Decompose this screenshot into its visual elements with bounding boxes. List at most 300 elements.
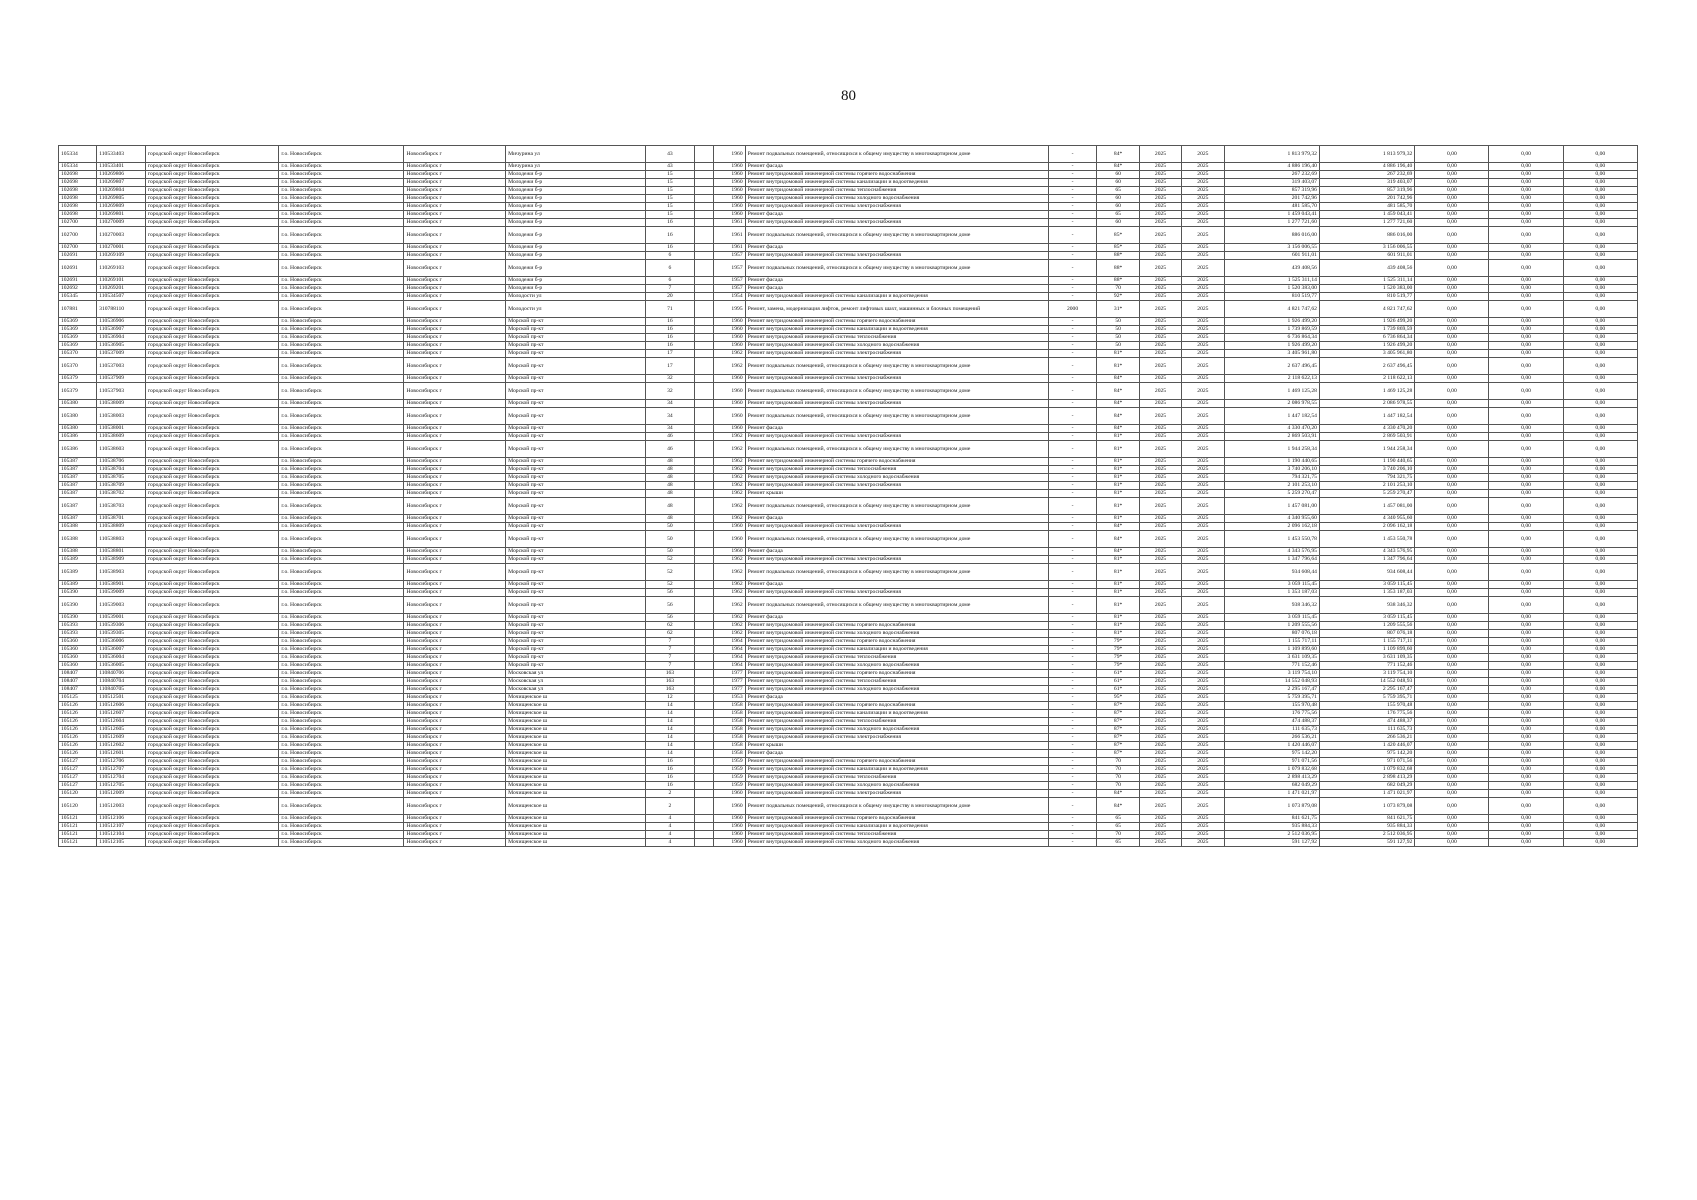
cell-house-id: 102700 xyxy=(59,244,97,252)
cell-wear-percent: 81* xyxy=(1097,556,1139,564)
cell-budget-a: 0,00 xyxy=(1415,187,1489,195)
cell-wear-percent: 79* xyxy=(1097,654,1139,662)
cell-fund-cost: 1 926 499,20 xyxy=(1319,318,1414,326)
cell-other-sources: 0,00 xyxy=(1563,163,1637,171)
cell-other-sources: 0,00 xyxy=(1563,203,1637,211)
cell-year-built: 1962 xyxy=(713,498,745,515)
table-row xyxy=(59,774,1638,782)
cell-work-type: Ремонт подвальных помещений, относящихся к общему имуществу в многоквартирном доме xyxy=(745,260,1048,277)
cell-wear-percent: 70 xyxy=(1097,782,1139,790)
cell-budget-a: 0,00 xyxy=(1415,358,1489,375)
cell-work-type: Ремонт внутридомовой инженерной системы канализации и водоотведения xyxy=(745,326,1048,334)
cell-building xyxy=(694,694,713,702)
cell-object-code: 110512105 xyxy=(97,839,146,847)
cell-work-type: Ремонт внутридомовой инженерной системы теплоснабжения xyxy=(745,654,1048,662)
cell-settlement: Новосибирск г xyxy=(404,490,506,498)
cell-house-id: 105360 xyxy=(59,662,97,670)
cell-house-number: 32 xyxy=(646,383,695,400)
cell-year-start: 2025 xyxy=(1139,285,1181,293)
cell-house-id: 107881 xyxy=(59,301,97,318)
cell-building xyxy=(694,750,713,758)
cell-municipality: городской округ Новосибирск xyxy=(145,219,279,227)
cell-budget-b: 0,00 xyxy=(1489,466,1563,474)
cell-work-type: Ремонт подвальных помещений, относящихся к общему имуществу в многоквартирном доме xyxy=(745,498,1048,515)
cell-fund-cost: 1 453 550,78 xyxy=(1319,531,1414,548)
cell-house-id: 108407 xyxy=(59,670,97,678)
cell-other-sources: 0,00 xyxy=(1563,408,1637,425)
cell-budget-a: 0,00 xyxy=(1415,203,1489,211)
cell-object-code: 110269804 xyxy=(97,187,146,195)
cell-budget-b: 0,00 xyxy=(1489,823,1563,831)
cell-lift-year: - xyxy=(1048,260,1097,277)
cell-house-number: 2 xyxy=(646,798,695,815)
cell-total-cost: 2 295 167,47 xyxy=(1224,686,1319,694)
cell-city-district: г.о. Новосибирск xyxy=(279,219,404,227)
cell-wear-percent: 65 xyxy=(1097,839,1139,847)
cell-budget-b: 0,00 xyxy=(1489,678,1563,686)
cell-budget-b: 0,00 xyxy=(1489,638,1563,646)
cell-house-number: 14 xyxy=(646,710,695,718)
cell-work-type: Ремонт внутридомовой инженерной системы горячего водоснабжения xyxy=(745,458,1048,466)
cell-object-code: 110537003 xyxy=(97,358,146,375)
cell-wear-percent: 79* xyxy=(1097,646,1139,654)
cell-house-id: 105387 xyxy=(59,474,97,482)
cell-year-start: 2025 xyxy=(1139,734,1181,742)
cell-fund-cost: 1 459 043,41 xyxy=(1319,211,1414,219)
cell-street: Морской пр-кт xyxy=(506,482,646,490)
cell-building xyxy=(694,441,713,458)
cell-fund-cost: 6 736 864,34 xyxy=(1319,334,1414,342)
table-row xyxy=(59,597,1638,614)
cell-year-end: 2025 xyxy=(1182,531,1224,548)
cell-budget-b: 0,00 xyxy=(1489,350,1563,358)
cell-work-type: Ремонт фасада xyxy=(745,750,1048,758)
cell-lift-year: - xyxy=(1048,726,1097,734)
cell-street: Мочищенское ш xyxy=(506,782,646,790)
cell-building xyxy=(694,277,713,285)
cell-year-end: 2025 xyxy=(1182,211,1224,219)
cell-work-type: Ремонт внутридомовой инженерной системы горячего водоснабжения xyxy=(745,758,1048,766)
cell-year-end: 2025 xyxy=(1182,260,1224,277)
cell-year-built: 1964 xyxy=(713,662,745,670)
cell-budget-b: 0,00 xyxy=(1489,358,1563,375)
cell-other-sources: 0,00 xyxy=(1563,678,1637,686)
cell-city-district: г.о. Новосибирск xyxy=(279,694,404,702)
cell-fund-cost: 2 118 622,13 xyxy=(1319,375,1414,383)
cell-municipality: городской округ Новосибирск xyxy=(145,581,279,589)
cell-lift-year: - xyxy=(1048,350,1097,358)
cell-lift-year: - xyxy=(1048,515,1097,523)
cell-city-district: г.о. Новосибирск xyxy=(279,548,404,556)
cell-settlement: Новосибирск г xyxy=(404,400,506,408)
cell-municipality: городской округ Новосибирск xyxy=(145,383,279,400)
cell-year-end: 2025 xyxy=(1182,203,1224,211)
cell-total-cost: 1 109 899,60 xyxy=(1224,646,1319,654)
cell-work-type: Ремонт внутридомовой инженерной системы канализации и водоотведения xyxy=(745,646,1048,654)
cell-object-code: 110537009 xyxy=(97,350,146,358)
cell-other-sources: 0,00 xyxy=(1563,831,1637,839)
cell-other-sources: 0,00 xyxy=(1563,782,1637,790)
cell-fund-cost: 886 016,00 xyxy=(1319,227,1414,244)
table-row xyxy=(59,798,1638,815)
cell-street: Молодежи б-р xyxy=(506,277,646,285)
cell-house-number: 48 xyxy=(646,474,695,482)
cell-fund-cost: 1 926 499,20 xyxy=(1319,342,1414,350)
cell-house-id: 105120 xyxy=(59,790,97,798)
table-row xyxy=(59,433,1638,441)
cell-building xyxy=(694,556,713,564)
cell-municipality: городской округ Новосибирск xyxy=(145,823,279,831)
cell-house-id: 105387 xyxy=(59,458,97,466)
cell-year-built: 1954 xyxy=(713,293,745,301)
cell-fund-cost: 938 346,32 xyxy=(1319,597,1414,614)
cell-street: Молодежи б-р xyxy=(506,171,646,179)
cell-street: Морской пр-кт xyxy=(506,654,646,662)
cell-other-sources: 0,00 xyxy=(1563,742,1637,750)
cell-object-code: 110536006 xyxy=(97,638,146,646)
cell-budget-b: 0,00 xyxy=(1489,654,1563,662)
cell-settlement: Новосибирск г xyxy=(404,458,506,466)
cell-house-number: 46 xyxy=(646,441,695,458)
cell-fund-cost: 481 585,70 xyxy=(1319,203,1414,211)
cell-other-sources: 0,00 xyxy=(1563,383,1637,400)
cell-budget-b: 0,00 xyxy=(1489,694,1563,702)
cell-city-district: г.о. Новосибирск xyxy=(279,758,404,766)
cell-municipality: городской округ Новосибирск xyxy=(145,589,279,597)
cell-work-type: Ремонт внутридомовой инженерной системы холодного водоснабжения xyxy=(745,686,1048,694)
cell-budget-b: 0,00 xyxy=(1489,686,1563,694)
cell-wear-percent: 81* xyxy=(1097,441,1139,458)
cell-object-code: 110512604 xyxy=(97,718,146,726)
cell-fund-cost: 682 049,29 xyxy=(1319,782,1414,790)
cell-object-code: 110538704 xyxy=(97,466,146,474)
cell-building xyxy=(694,490,713,498)
cell-settlement: Новосибирск г xyxy=(404,758,506,766)
cell-city-district: г.о. Новосибирск xyxy=(279,515,404,523)
cell-municipality: городской округ Новосибирск xyxy=(145,734,279,742)
cell-year-start: 2025 xyxy=(1139,358,1181,375)
cell-year-start: 2025 xyxy=(1139,597,1181,614)
table-row xyxy=(59,203,1638,211)
cell-budget-b: 0,00 xyxy=(1489,203,1563,211)
cell-municipality: городской округ Новосибирск xyxy=(145,252,279,260)
table-row xyxy=(59,219,1638,227)
cell-year-built: 1962 xyxy=(713,597,745,614)
cell-wear-percent: 88* xyxy=(1097,277,1139,285)
cell-other-sources: 0,00 xyxy=(1563,490,1637,498)
cell-work-type: Ремонт внутридомовой инженерной системы электроснабжения xyxy=(745,556,1048,564)
cell-object-code: 110270003 xyxy=(97,227,146,244)
table-row xyxy=(59,548,1638,556)
cell-budget-a: 0,00 xyxy=(1415,383,1489,400)
cell-street: Молодости ул xyxy=(506,293,646,301)
cell-year-start: 2025 xyxy=(1139,334,1181,342)
cell-lift-year: - xyxy=(1048,375,1097,383)
cell-building xyxy=(694,318,713,326)
cell-budget-b: 0,00 xyxy=(1489,219,1563,227)
cell-fund-cost: 935 884,33 xyxy=(1319,823,1414,831)
cell-other-sources: 0,00 xyxy=(1563,823,1637,831)
cell-city-district: г.о. Новосибирск xyxy=(279,350,404,358)
cell-street: Московская ул xyxy=(506,670,646,678)
cell-total-cost: 1 277 721,60 xyxy=(1224,219,1319,227)
cell-year-built: 1957 xyxy=(713,260,745,277)
cell-other-sources: 0,00 xyxy=(1563,694,1637,702)
table-row xyxy=(59,187,1638,195)
cell-settlement: Новосибирск г xyxy=(404,726,506,734)
cell-object-code: 110270009 xyxy=(97,219,146,227)
cell-work-type: Ремонт подвальных помещений, относящихся к общему имуществу в многоквартирном доме xyxy=(745,441,1048,458)
cell-house-number: 48 xyxy=(646,482,695,490)
cell-object-code: 110538709 xyxy=(97,482,146,490)
cell-lift-year: - xyxy=(1048,734,1097,742)
cell-street: Морской пр-кт xyxy=(506,441,646,458)
cell-year-start: 2025 xyxy=(1139,831,1181,839)
cell-work-type: Ремонт фасада xyxy=(745,285,1048,293)
cell-house-id: 105126 xyxy=(59,750,97,758)
cell-object-code: 110538702 xyxy=(97,490,146,498)
cell-budget-a: 0,00 xyxy=(1415,375,1489,383)
cell-settlement: Новосибирск г xyxy=(404,614,506,622)
cell-year-start: 2025 xyxy=(1139,614,1181,622)
cell-house-number: 48 xyxy=(646,466,695,474)
cell-house-id: 105126 xyxy=(59,718,97,726)
cell-budget-a: 0,00 xyxy=(1415,219,1489,227)
cell-wear-percent: 65 xyxy=(1097,823,1139,831)
cell-municipality: городской округ Новосибирск xyxy=(145,597,279,614)
cell-wear-percent: 65 xyxy=(1097,211,1139,219)
cell-house-number: 15 xyxy=(646,179,695,187)
cell-street: Морской пр-кт xyxy=(506,531,646,548)
cell-year-start: 2025 xyxy=(1139,589,1181,597)
table-row xyxy=(59,318,1638,326)
cell-work-type: Ремонт внутридомовой инженерной системы холодного водоснабжения xyxy=(745,474,1048,482)
cell-total-cost: 3 405 961,80 xyxy=(1224,350,1319,358)
cell-city-district: г.о. Новосибирск xyxy=(279,750,404,758)
cell-fund-cost: 1 347 796,64 xyxy=(1319,556,1414,564)
cell-year-end: 2025 xyxy=(1182,734,1224,742)
cell-fund-cost: 111 635,73 xyxy=(1319,726,1414,734)
cell-budget-b: 0,00 xyxy=(1489,211,1563,219)
table-row xyxy=(59,523,1638,531)
cell-wear-percent: 50 xyxy=(1097,342,1139,350)
cell-house-number: 71 xyxy=(646,301,695,318)
cell-wear-percent: 84* xyxy=(1097,383,1139,400)
cell-object-code: 110538901 xyxy=(97,581,146,589)
cell-object-code: 110538003 xyxy=(97,408,146,425)
cell-fund-cost: 1 079 832,68 xyxy=(1319,766,1414,774)
cell-street: Морской пр-кт xyxy=(506,342,646,350)
cell-settlement: Новосибирск г xyxy=(404,750,506,758)
cell-municipality: городской округ Новосибирск xyxy=(145,638,279,646)
cell-settlement: Новосибирск г xyxy=(404,203,506,211)
cell-city-district: г.о. Новосибирск xyxy=(279,839,404,847)
cell-building xyxy=(694,798,713,815)
cell-budget-a: 0,00 xyxy=(1415,171,1489,179)
cell-year-start: 2025 xyxy=(1139,203,1181,211)
cell-budget-a: 0,00 xyxy=(1415,515,1489,523)
cell-street: Морской пр-кт xyxy=(506,638,646,646)
cell-house-id: 102698 xyxy=(59,195,97,203)
cell-budget-b: 0,00 xyxy=(1489,285,1563,293)
cell-work-type: Ремонт крыши xyxy=(745,742,1048,750)
cell-budget-a: 0,00 xyxy=(1415,638,1489,646)
cell-municipality: городской округ Новосибирск xyxy=(145,815,279,823)
cell-work-type: Ремонт внутридомовой инженерной системы канализации и водоотведения xyxy=(745,293,1048,301)
cell-total-cost: 857 319,96 xyxy=(1224,187,1319,195)
cell-fund-cost: 176 775,56 xyxy=(1319,710,1414,718)
cell-house-id: 105121 xyxy=(59,815,97,823)
table-row xyxy=(59,498,1638,515)
cell-building xyxy=(694,589,713,597)
cell-total-cost: 2 637 496,45 xyxy=(1224,358,1319,375)
cell-work-type: Ремонт фасада xyxy=(745,425,1048,433)
cell-city-district: г.о. Новосибирск xyxy=(279,654,404,662)
cell-building xyxy=(694,678,713,686)
cell-house-number: 7 xyxy=(646,638,695,646)
cell-object-code: 110538909 xyxy=(97,556,146,564)
cell-budget-a: 0,00 xyxy=(1415,831,1489,839)
cell-year-built: 1962 xyxy=(713,515,745,523)
cell-house-id: 105334 xyxy=(59,163,97,171)
cell-building xyxy=(694,301,713,318)
cell-house-number: 17 xyxy=(646,358,695,375)
cell-other-sources: 0,00 xyxy=(1563,790,1637,798)
cell-wear-percent: 81* xyxy=(1097,589,1139,597)
cell-settlement: Новосибирск г xyxy=(404,219,506,227)
cell-budget-a: 0,00 xyxy=(1415,342,1489,350)
cell-settlement: Новосибирск г xyxy=(404,710,506,718)
cell-house-id: 105389 xyxy=(59,564,97,581)
table-row xyxy=(59,211,1638,219)
cell-total-cost: 938 346,32 xyxy=(1224,597,1319,614)
cell-city-district: г.о. Новосибирск xyxy=(279,702,404,710)
table-row xyxy=(59,646,1638,654)
cell-municipality: городской округ Новосибирск xyxy=(145,556,279,564)
cell-municipality: городской округ Новосибирск xyxy=(145,654,279,662)
cell-settlement: Новосибирск г xyxy=(404,383,506,400)
cell-year-built: 1962 xyxy=(713,564,745,581)
cell-house-number: 16 xyxy=(646,227,695,244)
cell-fund-cost: 1 353 187,03 xyxy=(1319,589,1414,597)
cell-total-cost: 3 156 006,55 xyxy=(1224,244,1319,252)
cell-other-sources: 0,00 xyxy=(1563,515,1637,523)
cell-budget-a: 0,00 xyxy=(1415,350,1489,358)
cell-lift-year: - xyxy=(1048,383,1097,400)
cell-work-type: Ремонт внутридомовой инженерной системы горячего водоснабжения xyxy=(745,670,1048,678)
cell-budget-a: 0,00 xyxy=(1415,498,1489,515)
cell-settlement: Новосибирск г xyxy=(404,774,506,782)
cell-house-id: 108407 xyxy=(59,686,97,694)
cell-lift-year: - xyxy=(1048,670,1097,678)
cell-wear-percent: 70 xyxy=(1097,285,1139,293)
cell-building xyxy=(694,766,713,774)
cell-municipality: городской округ Новосибирск xyxy=(145,766,279,774)
cell-year-built: 1960 xyxy=(713,790,745,798)
cell-total-cost: 807 076,18 xyxy=(1224,630,1319,638)
cell-city-district: г.о. Новосибирск xyxy=(279,742,404,750)
cell-municipality: городской округ Новосибирск xyxy=(145,774,279,782)
cell-budget-a: 0,00 xyxy=(1415,318,1489,326)
cell-total-cost: 4 821 747,62 xyxy=(1224,301,1319,318)
cell-building xyxy=(694,548,713,556)
cell-settlement: Новосибирск г xyxy=(404,358,506,375)
cell-fund-cost: 201 742,96 xyxy=(1319,195,1414,203)
cell-work-type: Ремонт внутридомовой инженерной системы теплоснабжения xyxy=(745,718,1048,726)
cell-year-end: 2025 xyxy=(1182,622,1224,630)
cell-year-built: 1962 xyxy=(713,556,745,564)
cell-other-sources: 0,00 xyxy=(1563,758,1637,766)
cell-house-number: 163 xyxy=(646,670,695,678)
cell-total-cost: 1 353 187,03 xyxy=(1224,589,1319,597)
cell-budget-a: 0,00 xyxy=(1415,146,1489,163)
cell-fund-cost: 439 408,56 xyxy=(1319,260,1414,277)
cell-city-district: г.о. Новосибирск xyxy=(279,301,404,318)
cell-year-built: 1960 xyxy=(713,548,745,556)
cell-budget-b: 0,00 xyxy=(1489,815,1563,823)
cell-wear-percent: 81* xyxy=(1097,581,1139,589)
cell-budget-a: 0,00 xyxy=(1415,490,1489,498)
cell-year-start: 2025 xyxy=(1139,702,1181,710)
cell-building xyxy=(694,839,713,847)
cell-lift-year: - xyxy=(1048,219,1097,227)
cell-year-end: 2025 xyxy=(1182,171,1224,179)
cell-city-district: г.о. Новосибирск xyxy=(279,195,404,203)
cell-settlement: Новосибирск г xyxy=(404,654,506,662)
cell-year-built: 1960 xyxy=(713,831,745,839)
cell-house-number: 2 xyxy=(646,790,695,798)
cell-budget-b: 0,00 xyxy=(1489,334,1563,342)
cell-budget-a: 0,00 xyxy=(1415,662,1489,670)
table-row xyxy=(59,285,1638,293)
table-row xyxy=(59,146,1638,163)
cell-year-built: 1960 xyxy=(713,408,745,425)
cell-object-code: 110269805 xyxy=(97,195,146,203)
cell-settlement: Новосибирск г xyxy=(404,515,506,523)
cell-lift-year: - xyxy=(1048,171,1097,179)
cell-building xyxy=(694,342,713,350)
table-body xyxy=(59,146,1638,847)
cell-settlement: Новосибирск г xyxy=(404,622,506,630)
cell-wear-percent: 81* xyxy=(1097,498,1139,515)
cell-municipality: городской округ Новосибирск xyxy=(145,195,279,203)
cell-budget-b: 0,00 xyxy=(1489,293,1563,301)
cell-house-number: 16 xyxy=(646,758,695,766)
cell-year-end: 2025 xyxy=(1182,301,1224,318)
cell-street: Молодежи б-р xyxy=(506,187,646,195)
cell-street: Молодежи б-р xyxy=(506,179,646,187)
table-row xyxy=(59,482,1638,490)
cell-object-code: 110537909 xyxy=(97,375,146,383)
cell-fund-cost: 2 086 978,55 xyxy=(1319,400,1414,408)
cell-fund-cost: 2 869 503,91 xyxy=(1319,433,1414,441)
cell-house-number: 56 xyxy=(646,589,695,597)
cell-object-code: 110538803 xyxy=(97,531,146,548)
cell-budget-b: 0,00 xyxy=(1489,790,1563,798)
cell-lift-year: - xyxy=(1048,694,1097,702)
cell-street: Морской пр-кт xyxy=(506,589,646,597)
cell-lift-year: - xyxy=(1048,798,1097,815)
cell-fund-cost: 14 552 048,93 xyxy=(1319,678,1414,686)
cell-year-start: 2025 xyxy=(1139,515,1181,523)
cell-city-district: г.о. Новосибирск xyxy=(279,686,404,694)
cell-year-start: 2025 xyxy=(1139,252,1181,260)
cell-house-number: 15 xyxy=(646,195,695,203)
cell-object-code: 110533401 xyxy=(97,163,146,171)
cell-building xyxy=(694,597,713,614)
cell-city-district: г.о. Новосибирск xyxy=(279,441,404,458)
cell-municipality: городской округ Новосибирск xyxy=(145,350,279,358)
